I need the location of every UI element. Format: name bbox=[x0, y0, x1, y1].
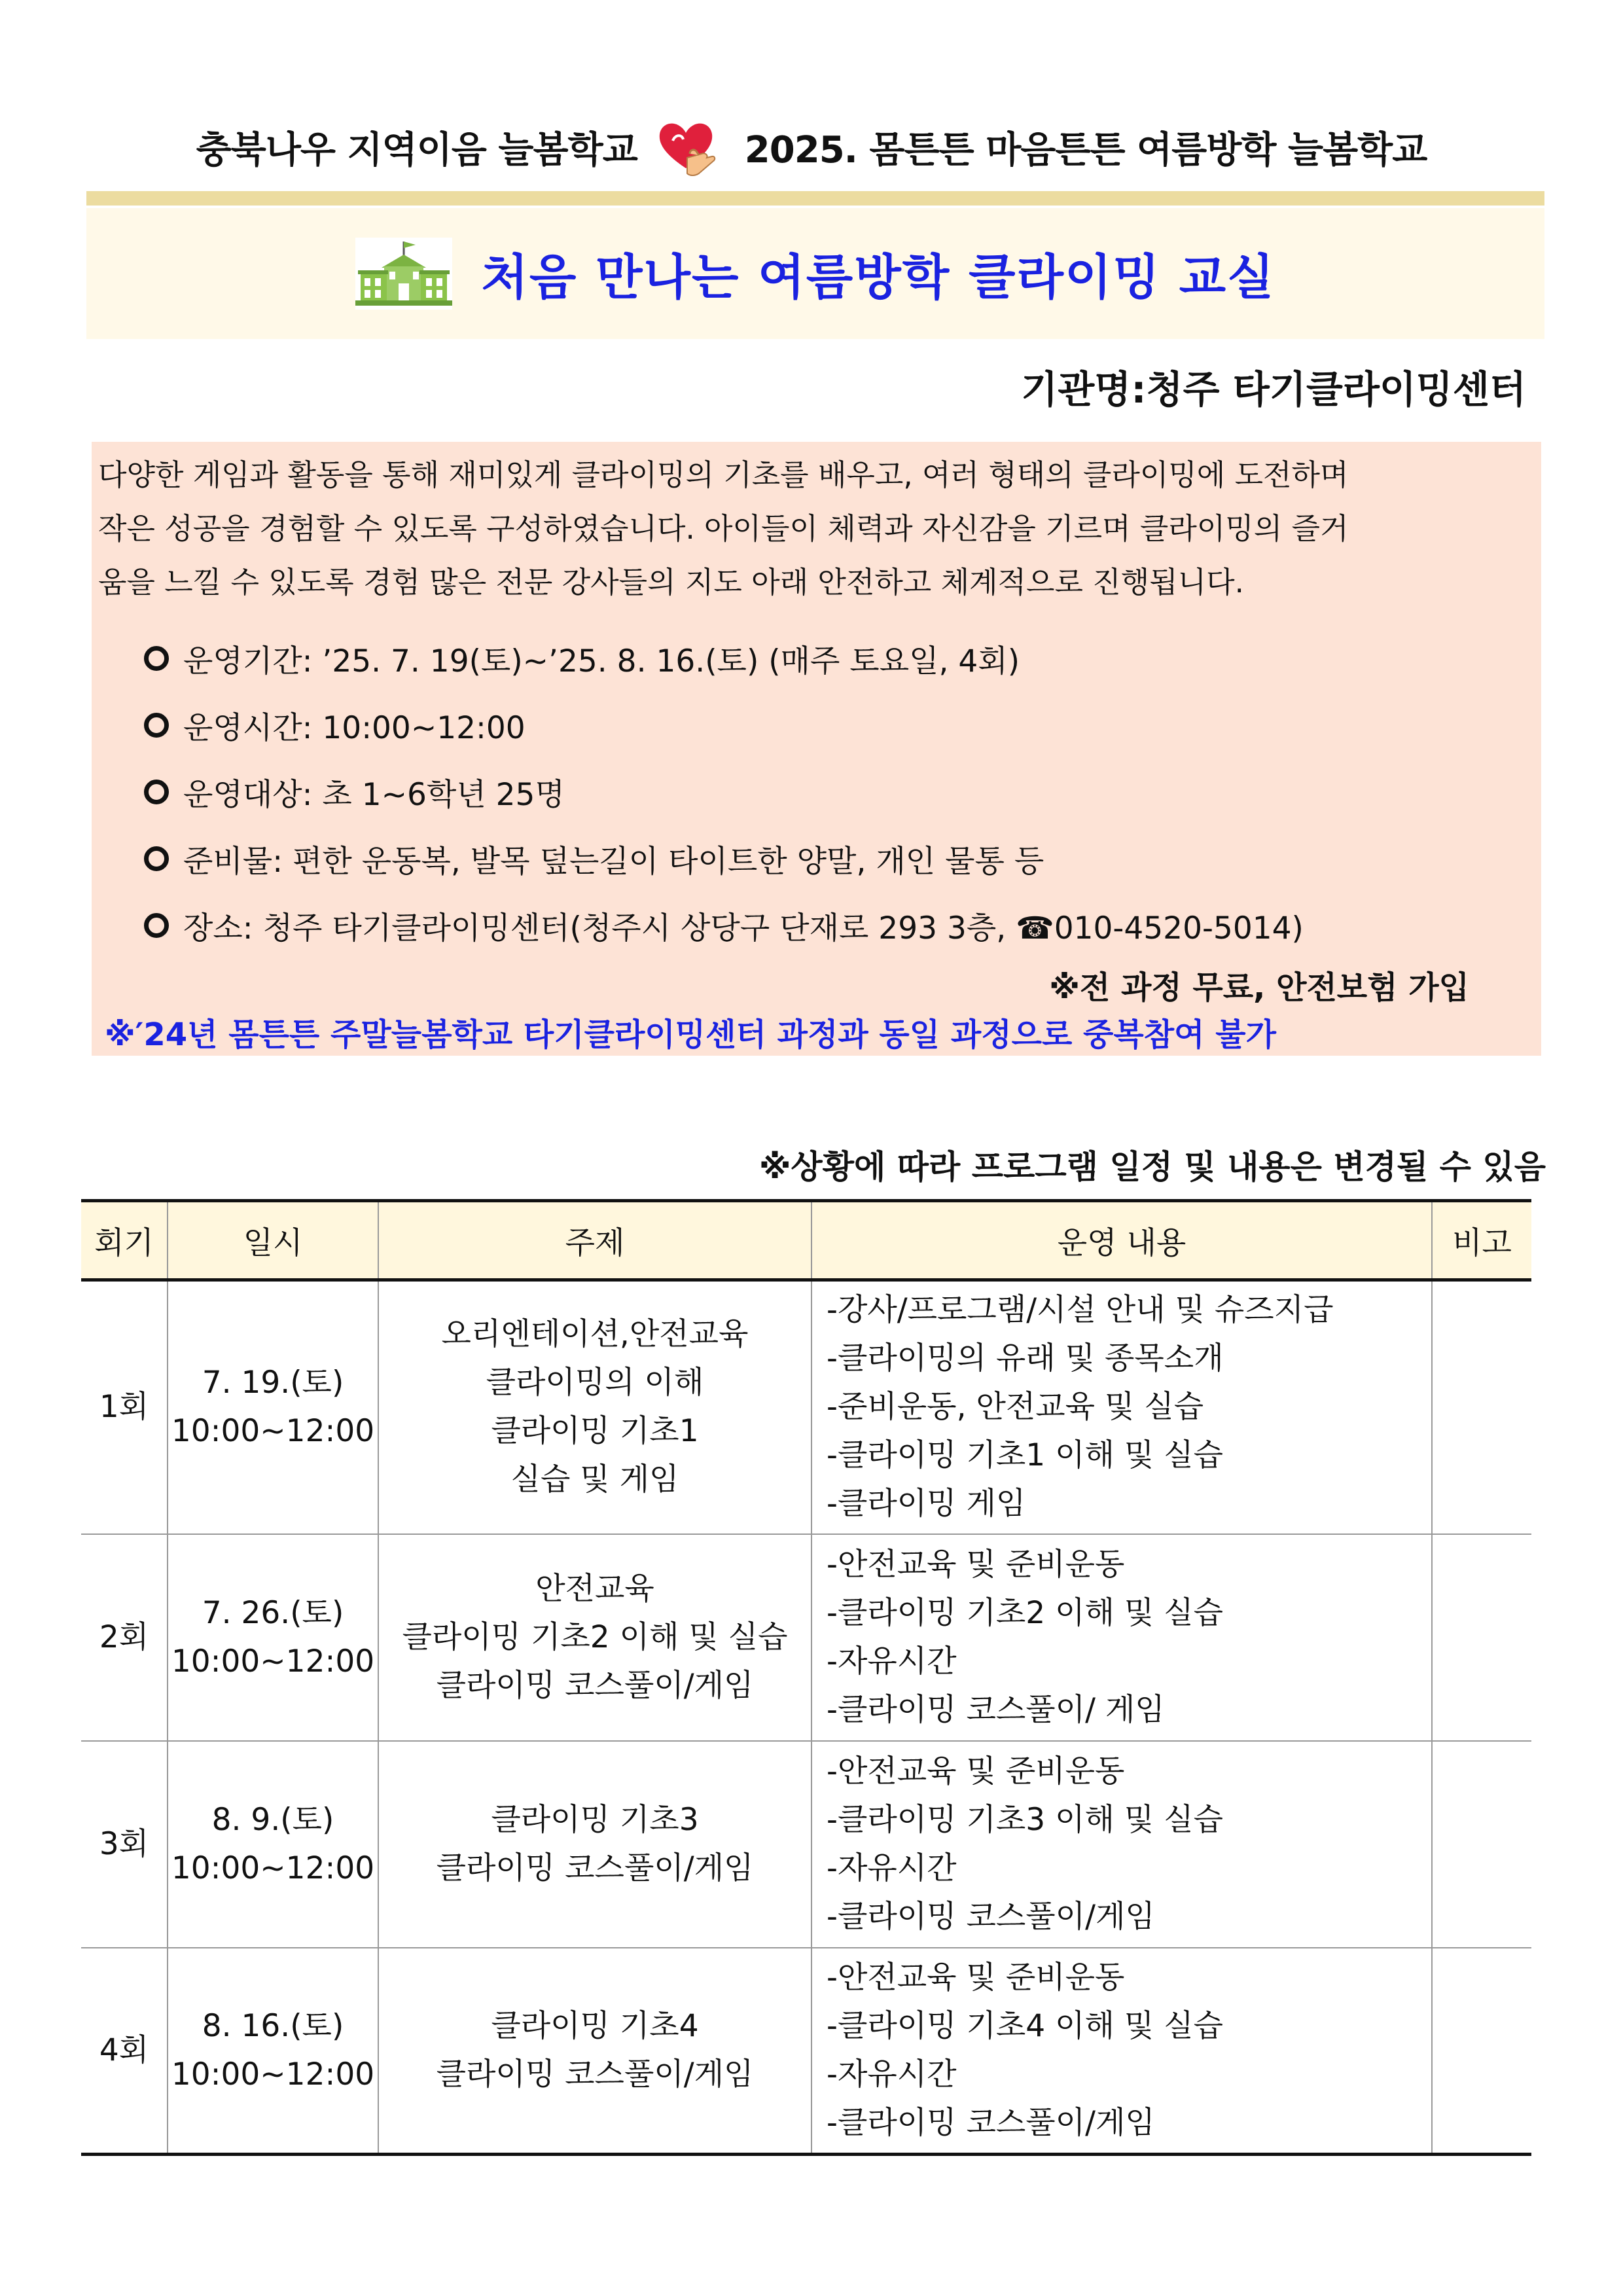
topic-line: 클라이밍 기초2 이해 및 실습 bbox=[402, 1619, 788, 1655]
title-top-bar bbox=[86, 191, 1544, 206]
content-line: -준비운동, 안전교육 및 실습 bbox=[827, 1389, 1204, 1426]
content-line: -안전교육 및 준비운동 bbox=[827, 1546, 1125, 1583]
date-cell bbox=[168, 1948, 378, 2155]
circle-bullet-icon bbox=[144, 913, 169, 938]
header-content: 운영 내용 bbox=[812, 1201, 1432, 1280]
session-cell: 2회 bbox=[81, 1534, 168, 1741]
bullet-text: 운영대상: 초 1~6학년 25명 bbox=[183, 776, 565, 813]
content-line: -자유시간 bbox=[827, 1850, 957, 1886]
bullet-target bbox=[144, 759, 1304, 825]
topic-cell bbox=[378, 1534, 812, 1741]
content-line: -클라이밍 코스풀이/ 게임 bbox=[827, 1691, 1165, 1728]
header-right-text: 2025. 몸튼튼 마음튼튼 여름방학 늘봄학교 bbox=[744, 129, 1427, 171]
page-header bbox=[0, 111, 1623, 183]
bullet-text: 준비물: 편한 운동복, 발목 덮는길이 타이트한 양말, 개인 물통 등 bbox=[183, 843, 1044, 880]
content-line: -클라이밍 기초2 이해 및 실습 bbox=[827, 1594, 1224, 1631]
organization-name: 기관명:청주 타기클라이밍센터 bbox=[1021, 367, 1526, 412]
topic-line: 클라이밍 코스풀이/게임 bbox=[436, 1850, 754, 1886]
note-cell bbox=[1432, 1534, 1531, 1741]
circle-bullet-icon bbox=[144, 846, 169, 871]
content-line: -클라이밍 기초4 이해 및 실습 bbox=[827, 2007, 1224, 2044]
content-cell bbox=[812, 1741, 1432, 1948]
topic-line: 클라이밍 기초4 bbox=[491, 2007, 699, 2044]
time-text: 10:00~12:00 bbox=[171, 1643, 375, 1679]
content-line: -안전교육 및 준비운동 bbox=[827, 1753, 1125, 1789]
duplicate-participation-notice: ※′24년 몸튼튼 주말늘봄학교 타기클라이밍센터 과정과 동일 과정으로 중복참여 불가 bbox=[105, 1016, 1276, 1053]
page-title: 처음 만나는 여름방학 클라이밍 교실 bbox=[481, 249, 1275, 306]
content-cell bbox=[812, 1948, 1432, 2155]
topic-line: 클라이밍 기초3 bbox=[491, 1801, 699, 1838]
content-line: -클라이밍 코스풀이/게임 bbox=[827, 2104, 1155, 2141]
content-line: -클라이밍 게임 bbox=[827, 1486, 1026, 1522]
school-building-icon bbox=[355, 238, 452, 310]
topic-line: 오리엔테이션,안전교육 bbox=[441, 1316, 749, 1353]
date-cell bbox=[168, 1280, 378, 1534]
schedule-table bbox=[81, 1199, 1531, 2156]
date-text: 8. 16.(토) bbox=[202, 2007, 344, 2044]
intro-line: 움을 느낄 수 있도록 경험 많은 전문 강사들의 지도 아래 안전하고 체계적으로 진행됩니다. bbox=[98, 565, 1244, 600]
table-header-row bbox=[81, 1201, 1531, 1280]
intro-line: 다양한 게임과 활동을 통해 재미있게 클라이밍의 기초를 배우고, 여러 형태의 클라이밍에 도전하며 bbox=[98, 457, 1349, 492]
table-row bbox=[81, 1948, 1531, 2155]
content-cell bbox=[812, 1534, 1432, 1741]
topic-cell bbox=[378, 1280, 812, 1534]
table-row bbox=[81, 1741, 1531, 1948]
circle-bullet-icon bbox=[144, 646, 169, 671]
time-text: 10:00~12:00 bbox=[171, 1850, 375, 1886]
topic-cell bbox=[378, 1948, 812, 2155]
header-session: 회기 bbox=[81, 1201, 168, 1280]
intro-paragraph bbox=[98, 448, 1538, 609]
header-left-text: 충북나우 지역이음 늘봄학교 bbox=[196, 129, 637, 171]
circle-bullet-icon bbox=[144, 780, 169, 804]
content-line: -안전교육 및 준비운동 bbox=[827, 1959, 1125, 1996]
bullet-location bbox=[144, 892, 1304, 959]
topic-line: 안전교육 bbox=[535, 1570, 654, 1607]
date-text: 7. 26.(토) bbox=[202, 1594, 344, 1631]
note-cell bbox=[1432, 1741, 1531, 1948]
schedule-change-note: ※상황에 따라 프로그램 일정 및 내용은 변경될 수 있음 bbox=[758, 1148, 1546, 1186]
date-text: 7. 19.(토) bbox=[202, 1365, 344, 1401]
date-text: 8. 9.(토) bbox=[211, 1801, 334, 1838]
content-line: -클라이밍 기초1 이해 및 실습 bbox=[827, 1437, 1224, 1474]
topic-line: 실습 및 게임 bbox=[510, 1462, 679, 1498]
topic-line: 클라이밍 기초1 bbox=[491, 1413, 699, 1450]
note-cell bbox=[1432, 1948, 1531, 2155]
bullet-text: 장소: 청주 타기클라이밍센터(청주시 상당구 단재로 293 3층, ☎010-4520-5014) bbox=[183, 910, 1304, 946]
bullet-period bbox=[144, 625, 1304, 692]
header-note: 비고 bbox=[1432, 1201, 1531, 1280]
header-topic: 주제 bbox=[378, 1201, 812, 1280]
session-cell: 4회 bbox=[81, 1948, 168, 2155]
header-date: 일시 bbox=[168, 1201, 378, 1280]
topic-line: 클라이밍 코스풀이/게임 bbox=[436, 2056, 754, 2092]
note-cell bbox=[1432, 1280, 1531, 1534]
intro-line: 작은 성공을 경험할 수 있도록 구성하였습니다. 아이들이 체력과 자신감을 기르며 클라이밍의 즐거 bbox=[98, 511, 1349, 546]
time-text: 10:00~12:00 bbox=[171, 2056, 375, 2092]
topic-cell bbox=[378, 1741, 812, 1948]
content-line: -클라이밍 기초3 이해 및 실습 bbox=[827, 1801, 1224, 1838]
bullet-text: 운영시간: 10:00~12:00 bbox=[183, 709, 526, 746]
topic-line: 클라이밍 코스풀이/게임 bbox=[436, 1667, 754, 1704]
date-cell bbox=[168, 1741, 378, 1948]
free-course-note: ※전 과정 무료, 안전보험 가입 bbox=[1049, 969, 1469, 1006]
topic-line: 클라이밍의 이해 bbox=[486, 1365, 704, 1401]
bullet-time bbox=[144, 692, 1304, 759]
session-cell: 3회 bbox=[81, 1741, 168, 1948]
heart-hand-icon bbox=[653, 115, 719, 180]
content-cell bbox=[812, 1280, 1432, 1534]
date-cell bbox=[168, 1534, 378, 1741]
time-text: 10:00~12:00 bbox=[171, 1413, 375, 1450]
circle-bullet-icon bbox=[144, 713, 169, 738]
table-row bbox=[81, 1534, 1531, 1741]
session-cell: 1회 bbox=[81, 1280, 168, 1534]
content-line: -자유시간 bbox=[827, 2056, 957, 2092]
table-row bbox=[81, 1280, 1531, 1534]
content-line: -강사/프로그램/시설 안내 및 슈즈지급 bbox=[827, 1292, 1334, 1329]
content-line: -자유시간 bbox=[827, 1643, 957, 1679]
info-bullet-list bbox=[144, 625, 1304, 959]
bullet-text: 운영기간: ’25. 7. 19(토)~’25. 8. 16.(토) (매주 토요일, 4회) bbox=[183, 643, 1020, 679]
content-line: -클라이밍의 유래 및 종목소개 bbox=[827, 1340, 1224, 1377]
title-banner bbox=[86, 208, 1544, 339]
content-line: -클라이밍 코스풀이/게임 bbox=[827, 1898, 1155, 1935]
bullet-supplies bbox=[144, 825, 1304, 892]
